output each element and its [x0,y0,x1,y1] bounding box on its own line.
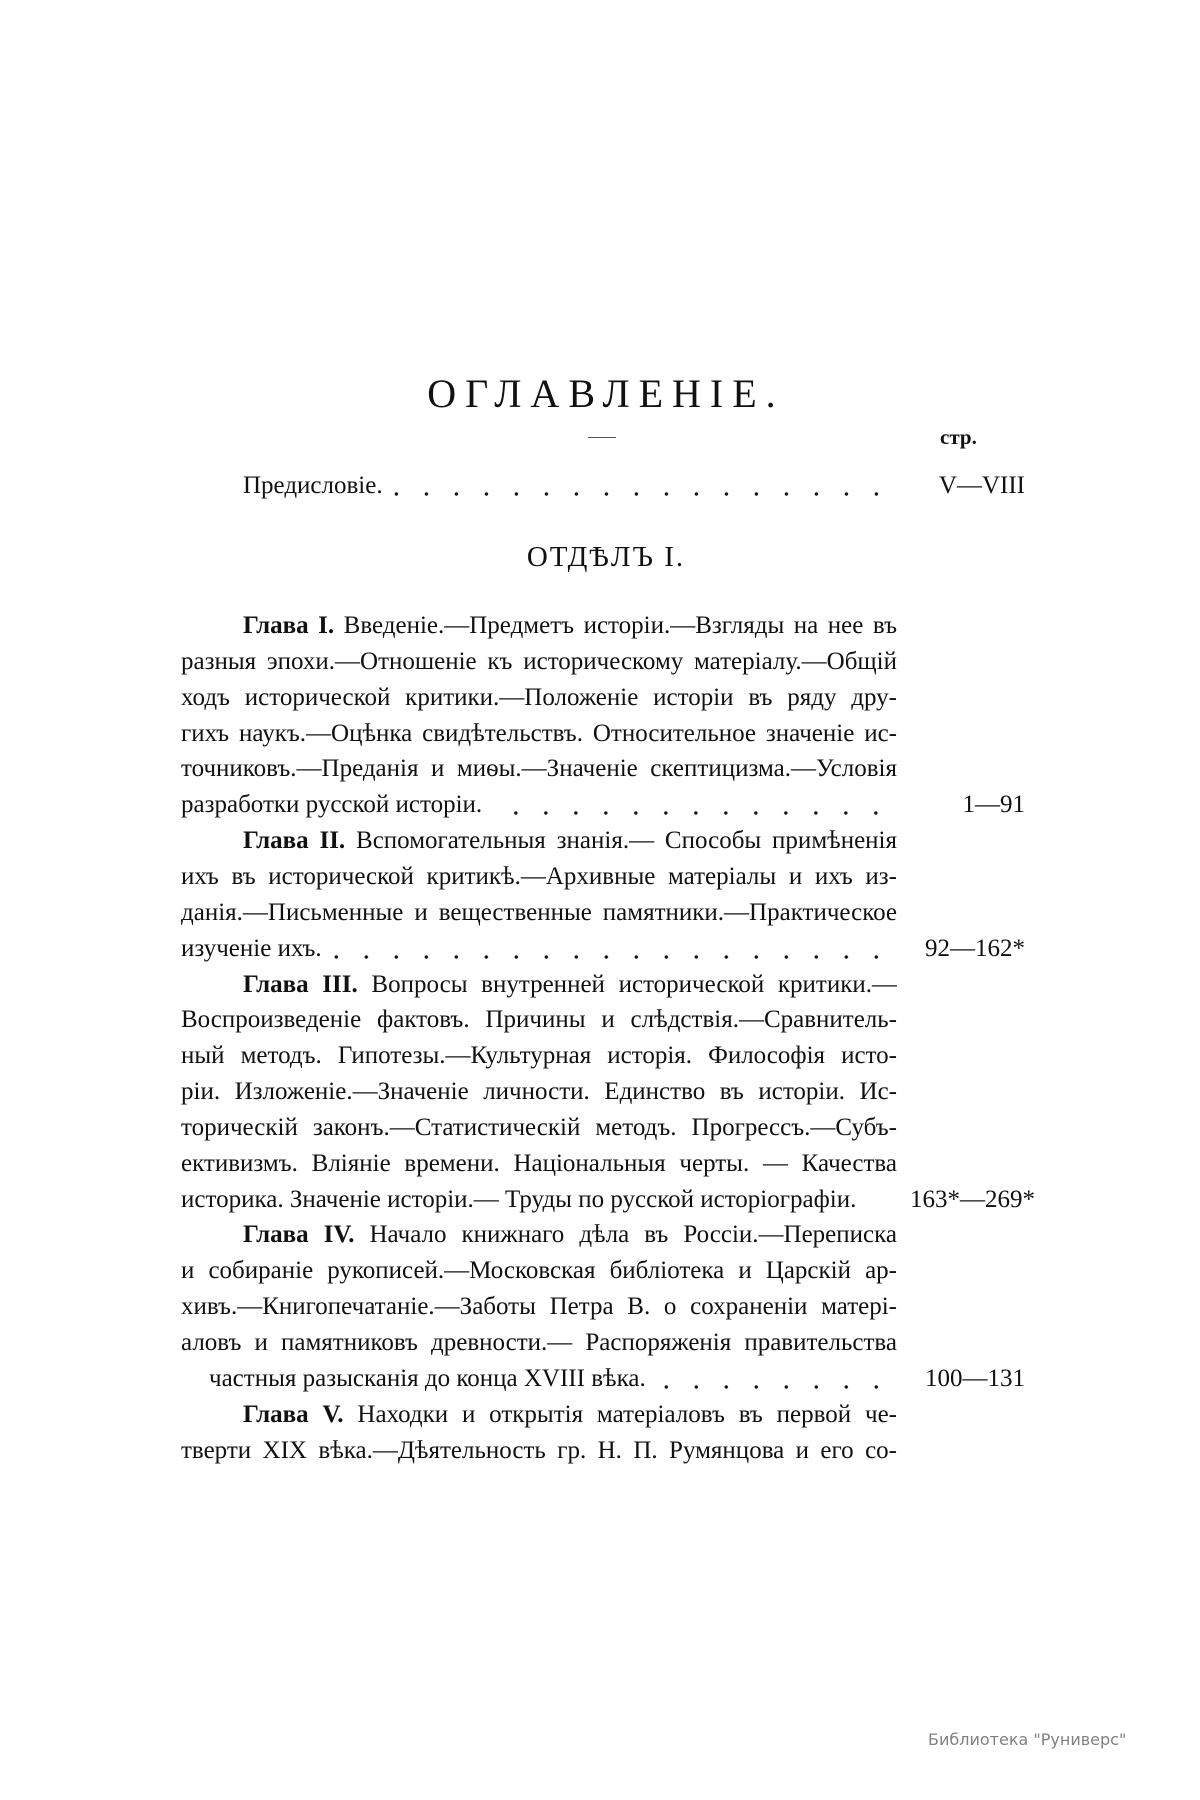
line-text: разработки русской исторіи. [181,791,483,819]
entry-label: Предисловіе. [243,472,383,499]
toc-entry-line [243,823,897,859]
dot-leader [492,811,891,815]
toc-entry-last-line[interactable] [209,1361,897,1397]
line-text: изученіе ихъ. [181,934,322,962]
line-text: аловъ и памятниковъ древности.— Распоряженія правительства [181,1329,897,1356]
toc-entry-line [181,1325,897,1361]
section-heading: ОТДѢЛЪ I. [526,541,686,573]
entry-pages: 92—162* [925,934,1025,962]
line-text: Введеніе.—Предметъ исторіи.—Взгляды на нее въ [343,612,897,639]
line-text: Вопросы внутренней исторической критики.— [371,970,897,998]
entry-pages: V—VIII [938,472,1025,499]
dot-leader [332,955,891,959]
toc-entry-line [181,1289,897,1325]
chapter-head: Глава IV. [243,1221,355,1249]
chapter-head: Глава II. [243,827,346,855]
toc-entry-line [181,859,897,895]
watermark: Библиотека "Руниверс" [928,1730,1127,1749]
line-text: ходъ исторической критики.—Положеніе исторіи въ ряду дру- [181,683,897,711]
entry-pages: 1—91 [962,791,1025,819]
line-text: точниковъ.—Преданія и миѳы.—Значеніе скептицизма.—Условія [181,755,897,783]
line-text: разныя эпохи.—Отношеніе къ историческому матеріалу.—Общій [181,647,897,675]
toc-entry-line [181,680,897,716]
line-text: ихъ въ исторической критикѣ.—Архивные матеріалы и ихъ из- [181,862,897,890]
line-text: ный методъ. Гипотезы.—Культурная исторія. Философія исто- [181,1042,897,1070]
toc-entry-last-line[interactable] [181,787,897,823]
page-column-label: стр. [940,425,977,449]
toc-entry-last-line[interactable] [181,931,897,967]
toc-entry-line [181,716,897,752]
toc-entry-last-line[interactable] [181,1182,897,1218]
line-text: историка. Значеніе исторіи.— Труды по русской исторіографіи. [181,1185,857,1213]
line-text: тверти XIX вѣка.—Дѣятельность гр. Н. П. Румянцова и его со- [181,1436,897,1464]
dot-leader [393,492,891,496]
line-text: хивъ.—Книгопечатаніе.—Заботы Петра В. о сохраненіи матері- [181,1293,897,1321]
toc-entry-line [181,1146,897,1182]
line-text: гихъ наукъ.—Оцѣнка свидѣтельствъ. Относительное значеніе ис- [181,719,897,747]
toc-entry-line [181,895,897,931]
chapter-head: Глава I. [243,612,335,639]
line-text: данія.—Письменные и вещественные памятники.—Практическое [181,898,897,926]
toc-entry-line [181,1002,897,1038]
line-text: Воспроизведеніе фактовъ. Причины и слѣдствія.—Сравнитель- [181,1006,897,1034]
entry-pages: 100—131 [925,1364,1025,1392]
toc-entry-line [181,1038,897,1074]
line-text: и собираніе рукописей.—Московская библіотека и Царскій ар- [181,1257,897,1285]
line-text: Начало книжнаго дѣла въ Россіи.—Переписка [369,1221,897,1249]
line-text: Находки и открытія матеріаловъ въ первой че- [357,1400,897,1428]
toc-entry-line [243,1217,897,1253]
chapter-head: Глава III. [243,970,358,998]
toc-entry-line [181,1433,897,1469]
toc-entry-line [243,608,897,644]
toc-entry-line [243,967,897,1003]
toc-entry-line [181,1110,897,1146]
line-text: ективизмъ. Вліяніе времени. Національныя черты. — Качества [181,1149,897,1177]
toc-entry-line [181,751,897,787]
toc-entry-preface[interactable] [243,468,897,504]
dot-leader [656,1385,891,1389]
entry-pages: 163*—269* [910,1185,1035,1213]
title-rule [588,437,616,438]
line-text: ріи. Изложеніе.—Значеніе личности. Единство въ исторіи. Ис- [181,1078,897,1106]
toc-entry-line [243,1397,897,1433]
page-title: ОГЛАВЛЕНІЕ. [427,371,785,416]
toc-entry-line [181,644,897,680]
toc-entry-line [181,1253,897,1289]
line-text: торическій законъ.—Статистическій методъ. Прогрессъ.—Субъ- [181,1113,897,1141]
line-text: частныя разысканія до конца XVIII вѣка. [209,1364,646,1392]
toc-entry-line [181,1074,897,1110]
line-text: Вспомогательныя знанія.— Способы примѣненія [356,827,897,855]
chapter-head: Глава V. [243,1400,344,1428]
